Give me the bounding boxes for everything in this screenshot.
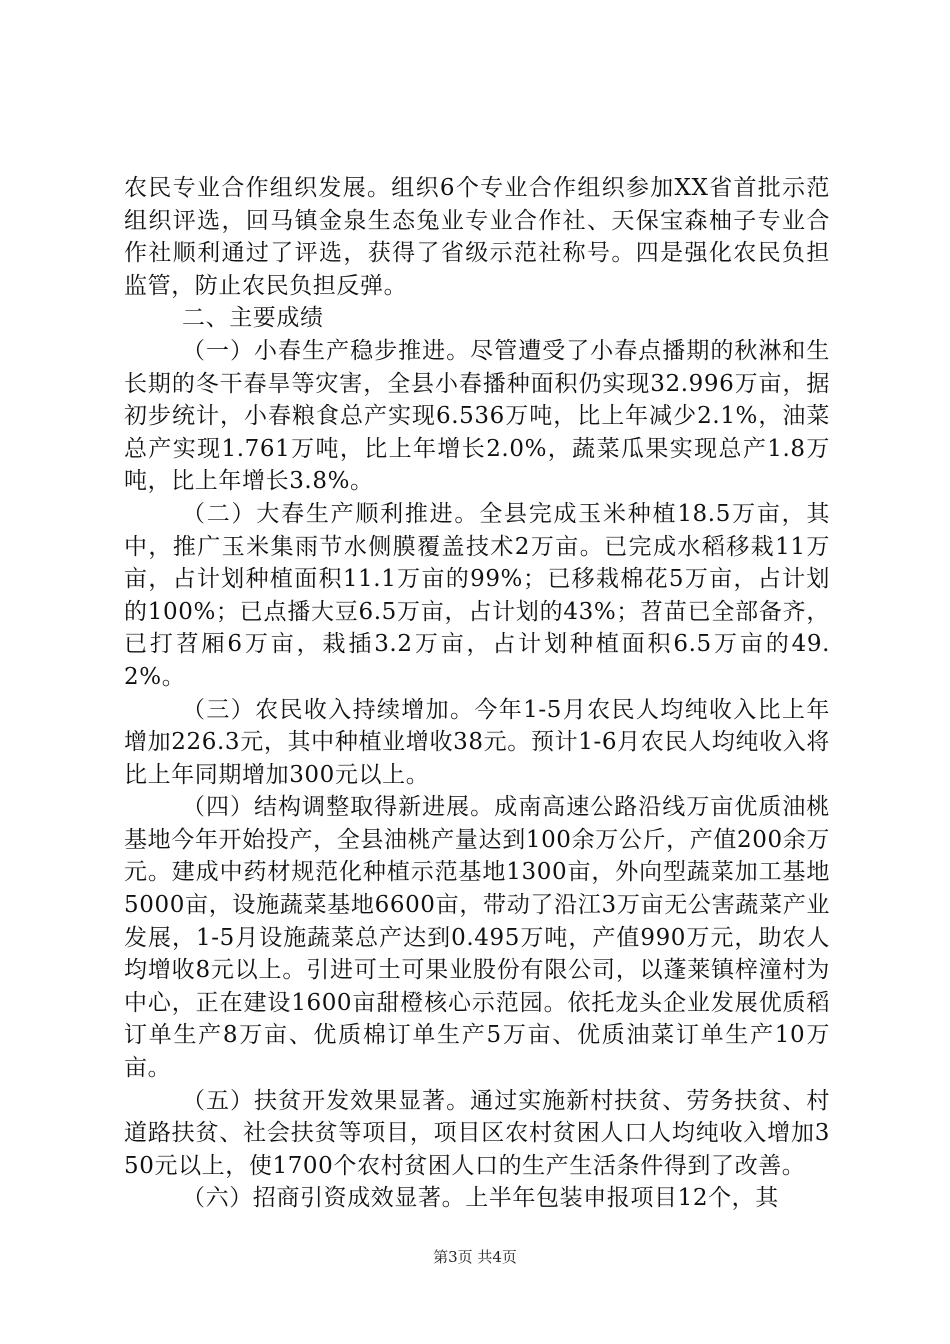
paragraph-spring-production: （一）小春生产稳步推进。尽管遭受了小春点播期的秋淋和生长期的冬干春旱等灾害，全县小春播种面积仍实现32.996万亩，据初步统计，小春粮食总产实现6.536万吨，比上年减少2.1%，油菜总产实现1.761万吨，比上年增长2.0%，蔬菜瓜果实现总产1.8万吨，比上年增长3.8%。 <box>124 337 830 495</box>
document-body <box>124 172 830 1215</box>
paragraph-continuation: 农民专业合作组织发展。组织6个专业合作组织参加XX省首批示范组织评选，回马镇金泉生态兔业专业合作社、天保宝森柚子专业合作社顺利通过了评选，获得了省级示范社称号。四是强化农民负担监管，防止农民负担反弹。 <box>124 175 830 299</box>
paragraph-investment-attraction: （六）招商引资成效显著。上半年包装申报项目12个，其 <box>182 1185 779 1212</box>
paragraph-poverty-alleviation: （五）扶贫开发效果显著。通过实施新村扶贫、劳务扶贫、村道路扶贫、社会扶贫等项目，项目区农村贫困人口人均纯收入增加350元以上，使1700个农村贫困人口的生产生活条件得到了改善。 <box>124 1087 830 1179</box>
section-heading-main-achievements: 二、主要成绩 <box>182 305 324 332</box>
paragraph-summer-production: （二）大春生产顺利推进。全县完成玉米种植18.5万亩，其中，推广玉米集雨节水侧膜覆盖技术2万亩。已完成水稻移栽11万亩，占计划种植面积11.1万亩的99%；已移栽棉花5万亩，占计划的100%；已点播大豆6.5万亩，占计划的43%；苕苗已全部备齐，已打苕厢6万亩，栽插3.2万亩，占计划种植面积6.5万亩的49.2%。 <box>124 500 830 690</box>
paragraph-farmer-income: （三）农民收入持续增加。今年1-5月农民人均纯收入比上年增加226.3元，其中种植业增收38元。预计1-6月农民人均纯收入将比上年同期增加300元以上。 <box>124 696 830 788</box>
page-footer: 第3页 共4页 <box>433 1248 517 1266</box>
paragraph-structural-adjustment: （四）结构调整取得新进展。成南高速公路沿线万亩优质油桃基地今年开始投产，全县油桃产量达到100余万公斤，产值200余万元。建成中药材规范化种植示范基地1300亩，外向型蔬菜加工基地5000亩，设施蔬菜基地6600亩，带动了沿江3万亩无公害蔬菜产业发展，1-5月设施蔬菜总产达到0.495万吨，产值990万元，助农人均增收8元以上。引进可土可果业股份有限公司，以蓬莱镇梓潼村为中心，正在建设1600亩甜橙核心示范园。依托龙头企业发展优质稻订单生产8万亩、优质棉订单生产5万亩、优质油菜订单生产10万亩。 <box>124 794 830 1082</box>
